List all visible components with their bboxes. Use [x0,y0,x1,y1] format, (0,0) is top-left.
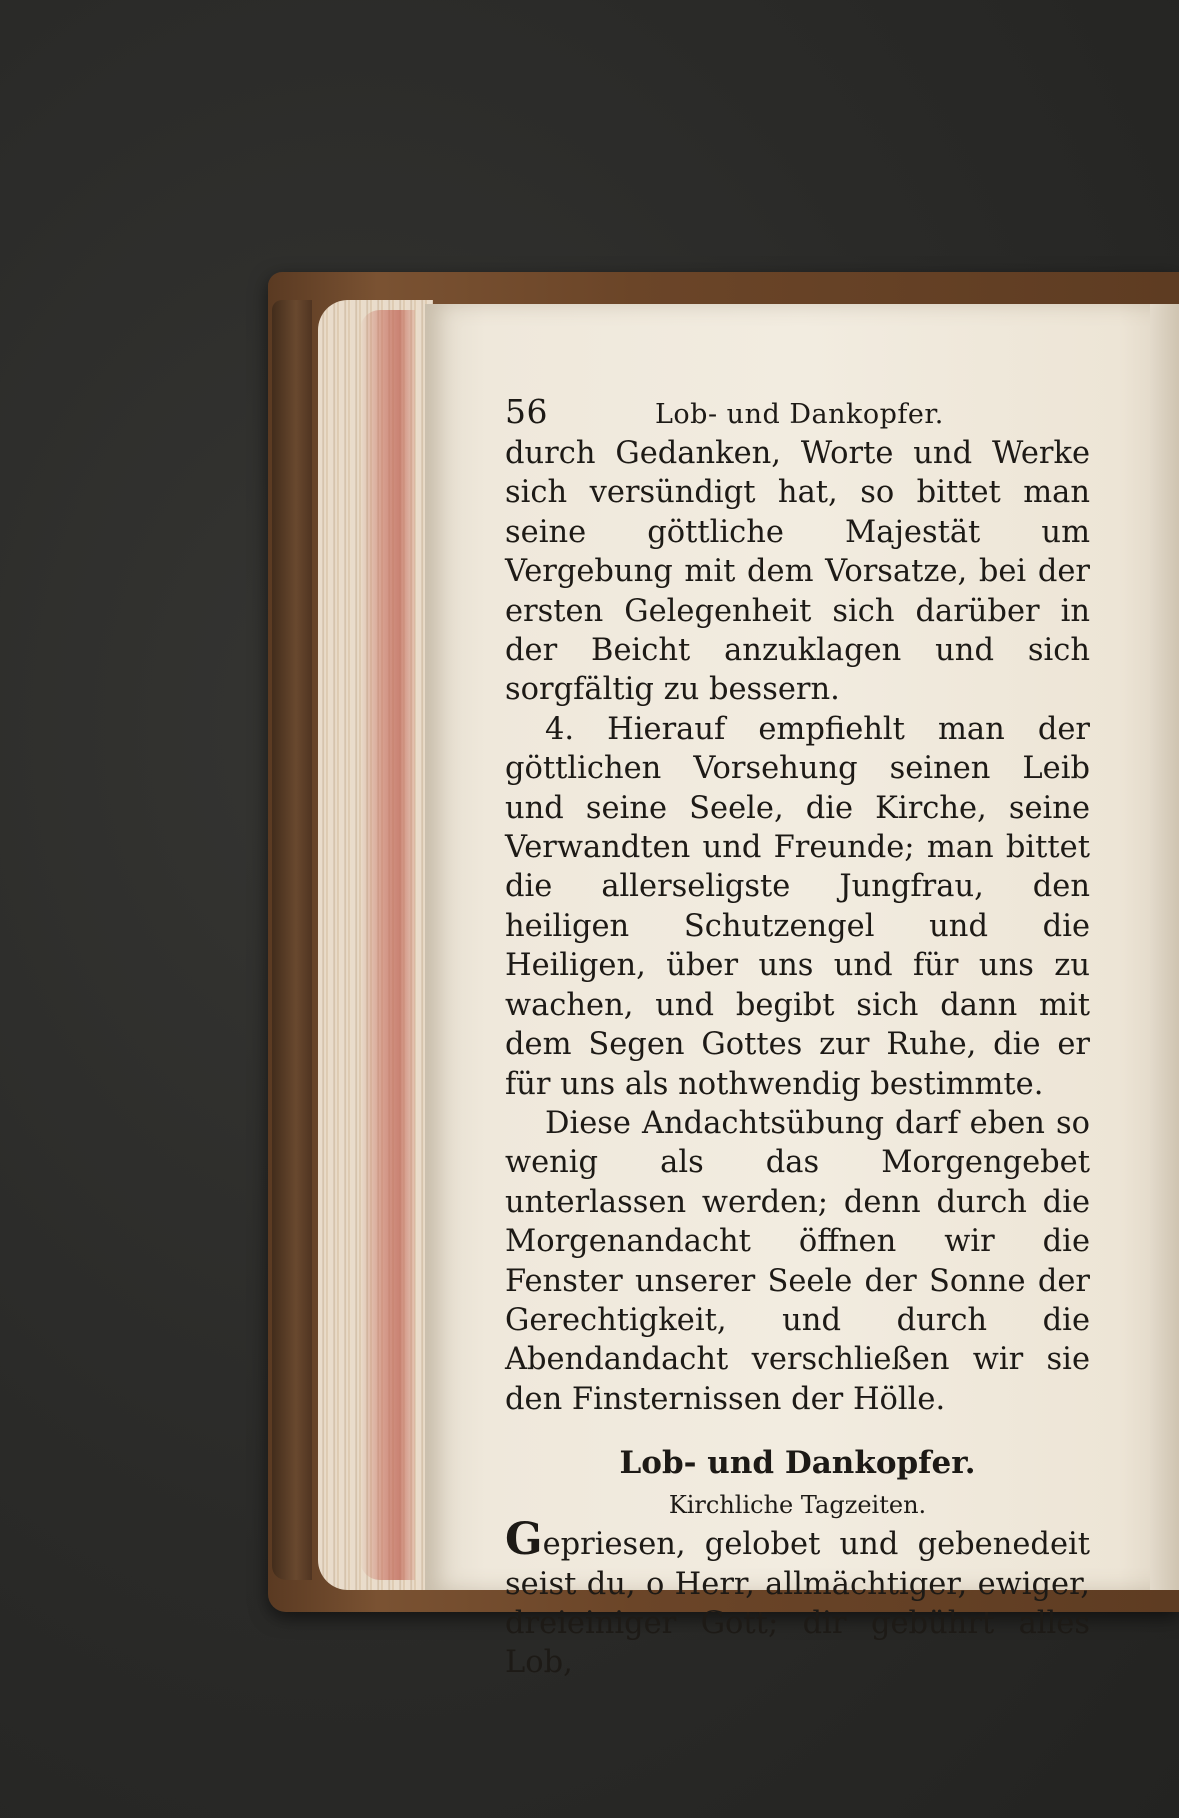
paragraph-3: Diese Andachtsübung darf eben so wenig als das Morgengebet unterlassen werden; denn durch die Morgenandacht öffnen wir die Fenster unserer Seele der Sonne der Gerechtigkeit, und durch die Abendandacht verschließen wir sie den Finsternissen der Hölle. [505,1105,1090,1417]
body-text [505,434,1090,1419]
paragraph-1: durch Gedanken, Worte und Werke sich versündigt hat, so bittet man seine göttliche Majestät um Vergebung mit dem Vorsatze, bei der ersten Gelegenheit sich darüber in der Beicht anzuklagen und sich sorgfältig zu bessern. [505,436,1090,708]
page-text [505,392,1090,1683]
page-header [505,392,1090,434]
book-spine [272,300,312,1580]
red-page-edges [360,310,415,1580]
section-paragraph [505,1514,1090,1683]
page-gutter-right [1150,304,1179,1590]
paragraph-2: 4. Hierauf empfiehlt man der göttlichen Vorsehung seinen Leib und seine Seele, die Kirche, seine Verwandten und Freunde; man bittet die allerseligste Jungfrau, den heiligen Schutzengel und die Heiligen, über uns und für uns zu wachen, und begibt sich dann mit dem Segen Gottes zur Ruhe, die er für uns als nothwendig bestimmte. [505,711,1090,1102]
running-head: Lob- und Dankopfer. [655,399,944,430]
section-text: epriesen, gelobet und gebenedeit seist du, o Herr, allmächtiger, ewiger, dreieiniger Gott; dir gebührt alles Lob, [505,1527,1090,1681]
drop-cap: G [505,1514,543,1566]
section-title: Lob- und Dankopfer. [619,1445,976,1482]
page-number: 56 [505,392,548,431]
section-subtitle: Kirchliche Tagzeiten. [668,1491,927,1520]
